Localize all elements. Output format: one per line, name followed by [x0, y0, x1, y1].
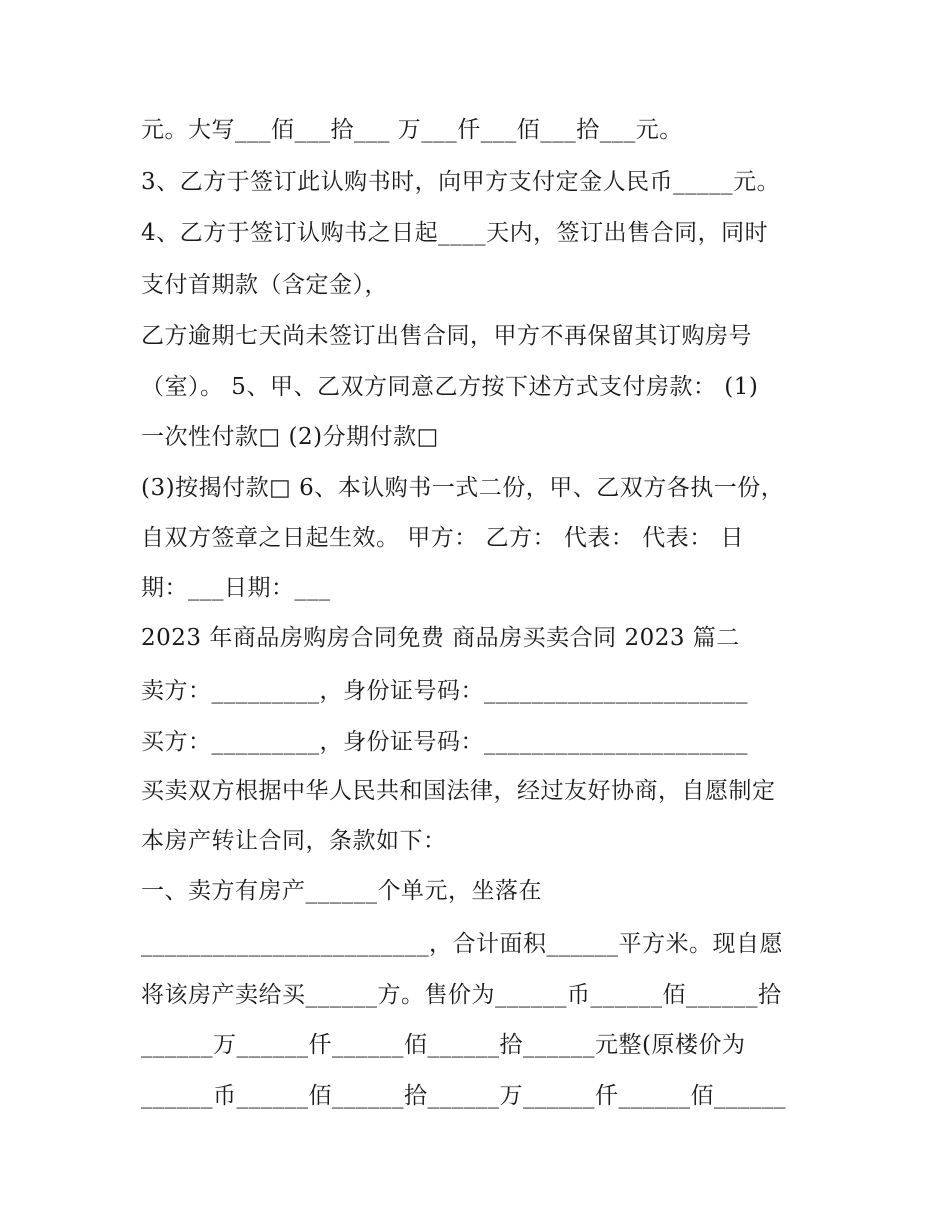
text-line: 本房产转让合同，条款如下：	[141, 828, 447, 854]
text-line: (3)按揭付款□ 6、本认购书一式二份，甲、乙双方各执一份，	[141, 475, 785, 501]
text-line: 买卖双方根据中华人民共和国法律，经过友好协商，自愿制定	[141, 778, 776, 804]
text-line: ______万______仟______佰______拾______元整(原楼价为	[141, 1032, 746, 1058]
text-line: 卖方：_________，身份证号码：______________________	[141, 678, 748, 704]
text-line: 一次性付款□ (2)分期付款□	[141, 424, 439, 450]
text-line: ______币______佰______拾______万______仟______佰______	[141, 1083, 786, 1109]
text-line: ________________________，合计面积______平方米。现自愿	[141, 931, 783, 957]
text-line: 乙方逾期七天尚未签订出售合同，甲方不再保留其订购房号	[141, 323, 752, 349]
text-line: 3、乙方于签订此认购书时，向甲方支付定金人民币_____元。	[141, 169, 781, 195]
text-line: 支付首期款（含定金），	[141, 272, 388, 298]
text-line: 将该房产卖给买______方。售价为______币______佰______拾	[141, 982, 782, 1008]
text-line: 4、乙方于签订认购书之日起____天内，签订出售合同，同时	[141, 220, 769, 246]
text-line: 期：___日期：___	[141, 575, 331, 601]
text-line: 买方：_________，身份证号码：______________________	[141, 729, 748, 755]
text-line: （室）。 5、甲、乙双方同意乙方按下述方式支付房款： (1)	[141, 374, 759, 400]
section-heading: 2023 年商品房购房合同免费 商品房买卖合同 2023 篇二	[141, 625, 740, 651]
text-line: 元。大写___佰___拾___ 万___仟___佰___拾___元。	[141, 117, 683, 143]
text-line: 一、卖方有房产______个单元，坐落在	[141, 878, 542, 904]
text-line: 自双方签章之日起生效。 甲方： 乙方： 代表： 代表： 日	[141, 525, 745, 551]
